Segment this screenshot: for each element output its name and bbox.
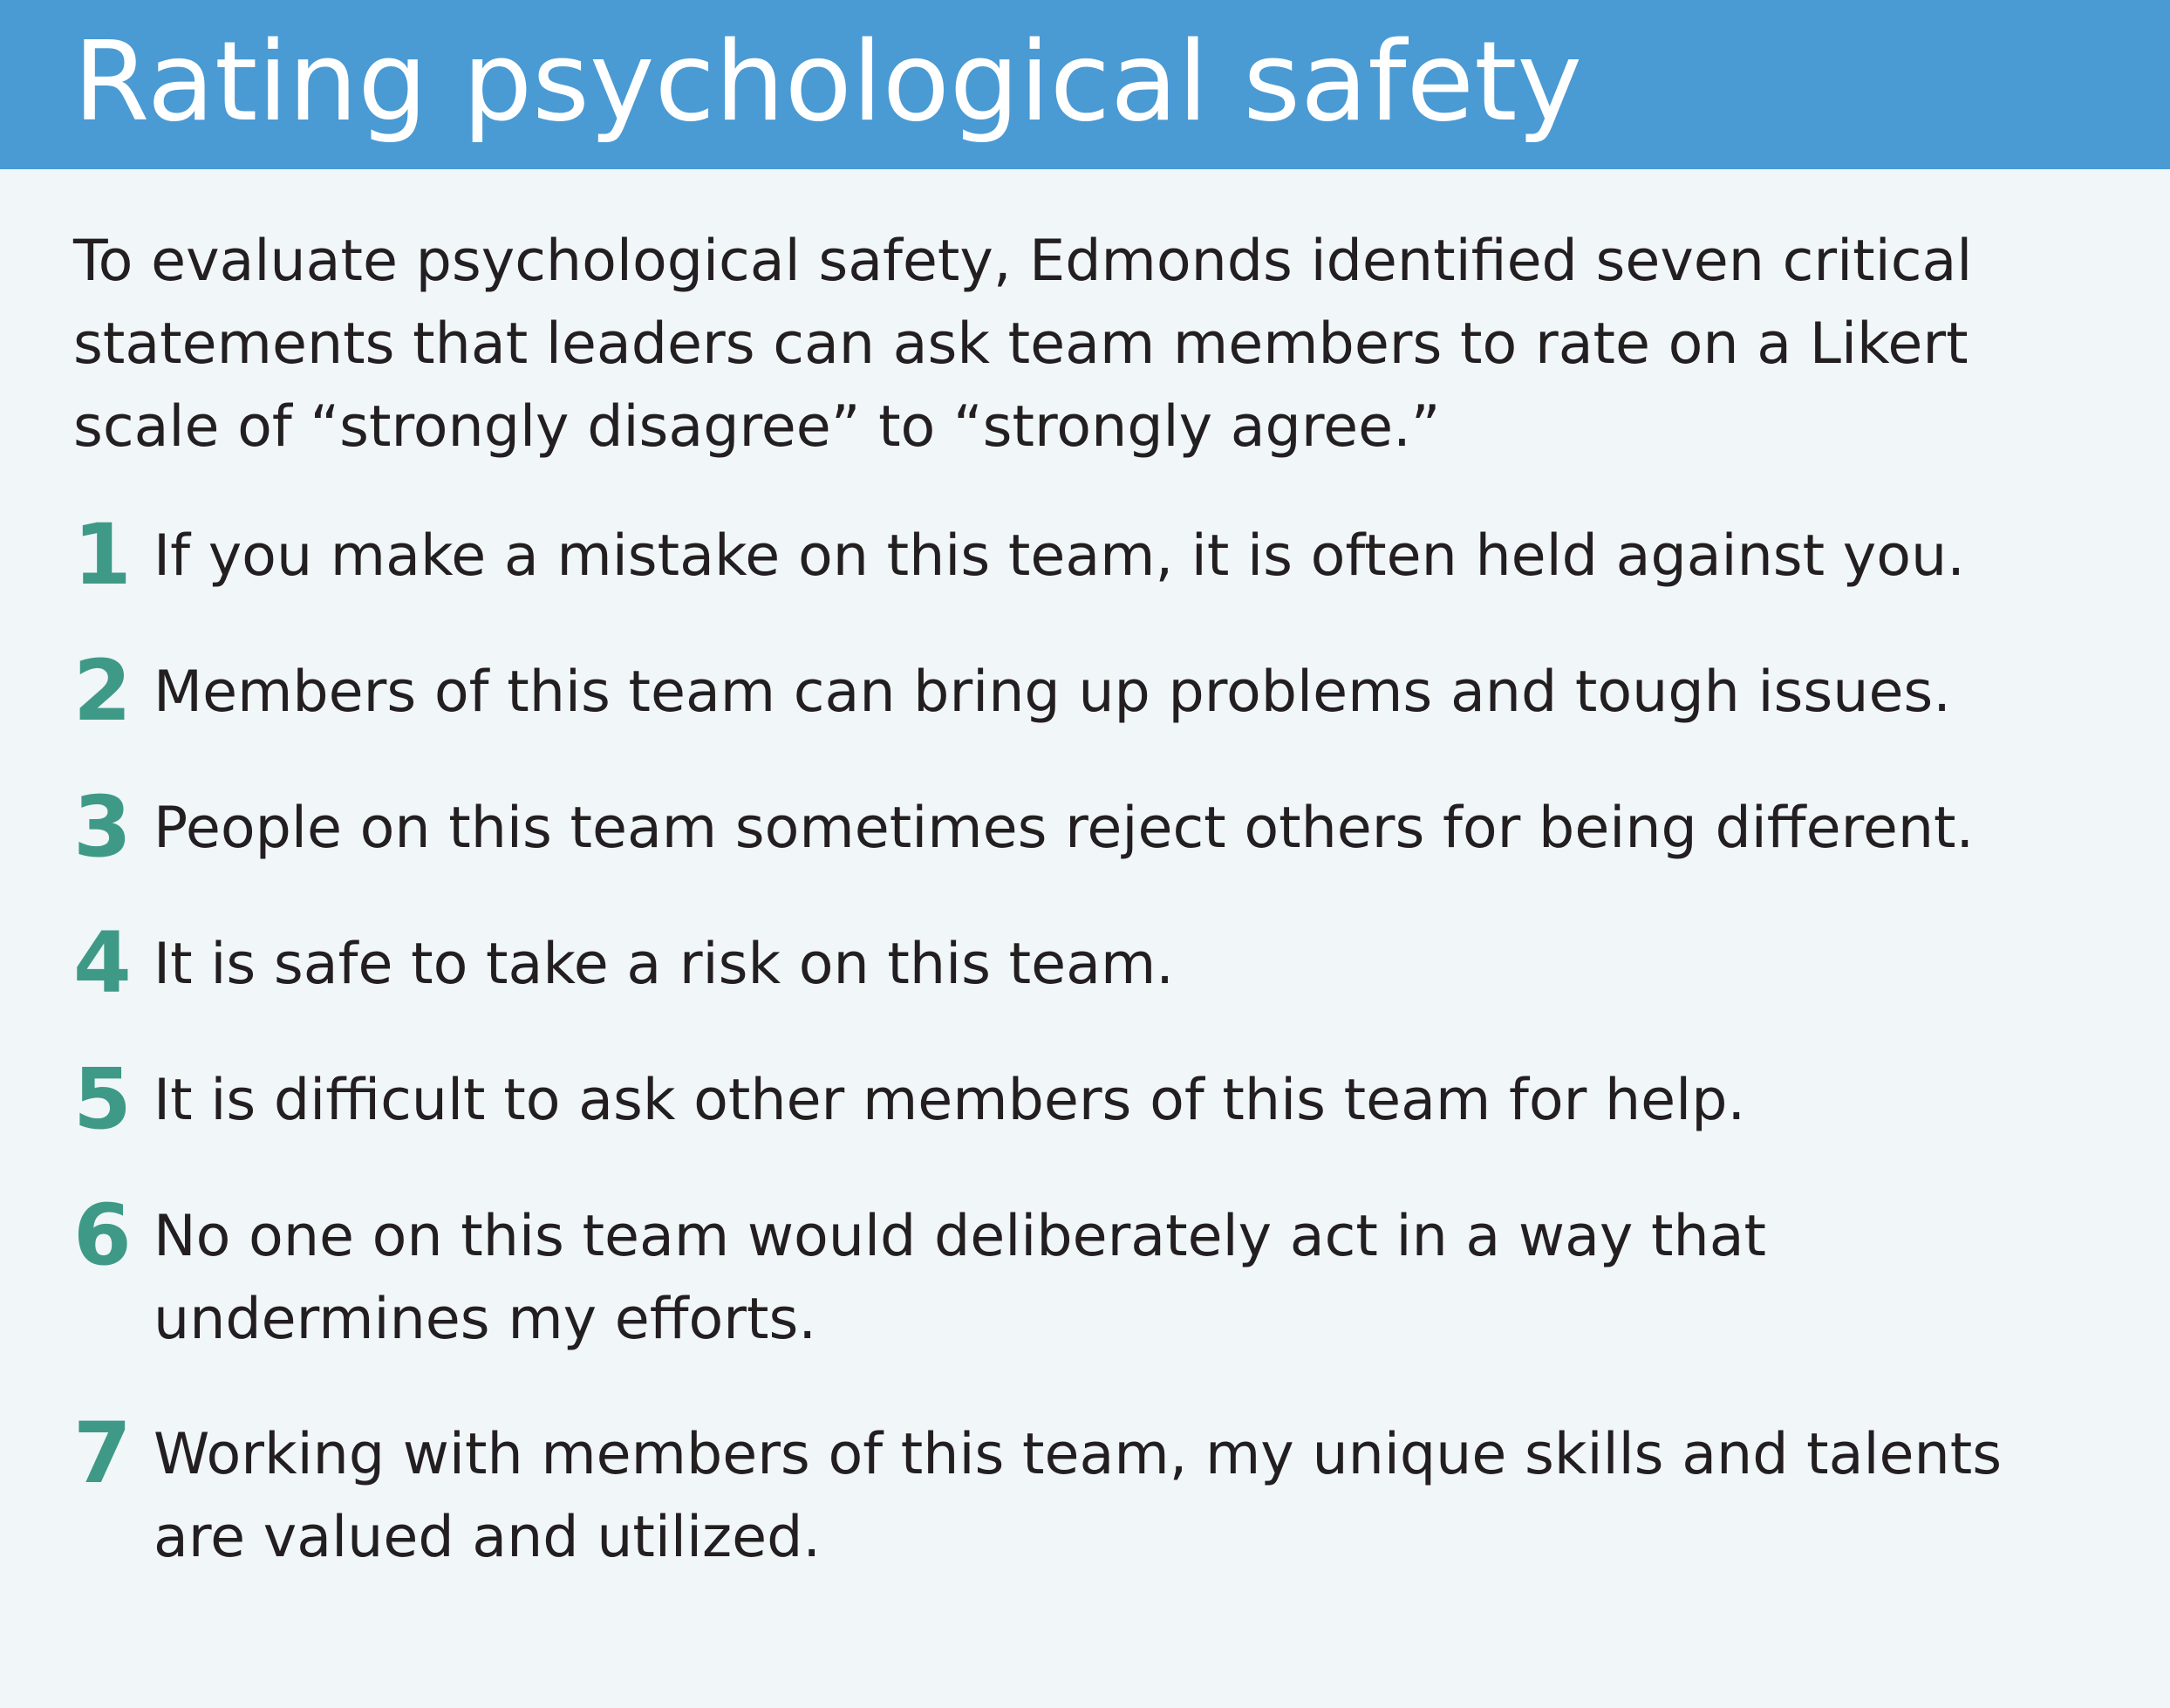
statement-number: 7 — [73, 1404, 132, 1502]
header-bar — [0, 0, 2170, 169]
statement-text: Working with members of this team, my unique skills and talents are valued and utilized. — [154, 1422, 2003, 1570]
page-title: Rating psychological safety — [73, 17, 1583, 146]
intro-paragraph: To evaluate psychological safety, Edmonds identified seven critical statements that leaders can ask team members to rate on a Likert scale of “strongly disagree” to “strongly agree.” — [73, 229, 1973, 460]
statement-number: 4 — [73, 914, 132, 1012]
statement-text: People on this team sometimes reject others for being different. — [154, 796, 1975, 861]
statement-text: It is difficult to ask other members of this team for help. — [154, 1068, 1746, 1133]
statement-number: 2 — [73, 642, 132, 740]
statement-text: If you make a mistake on this team, it is often held against you. — [154, 523, 1965, 589]
statement-text: It is safe to take a risk on this team. — [154, 932, 1174, 997]
statement-text: No one on this team would deliberately act in a way that undermines my efforts. — [154, 1204, 1767, 1352]
statement-number: 6 — [73, 1186, 132, 1284]
statement-number: 3 — [73, 778, 132, 876]
statement-number: 1 — [73, 506, 132, 604]
statement-text: Members of this team can bring up problems and tough issues. — [154, 659, 1951, 725]
statement-number: 5 — [73, 1050, 132, 1148]
